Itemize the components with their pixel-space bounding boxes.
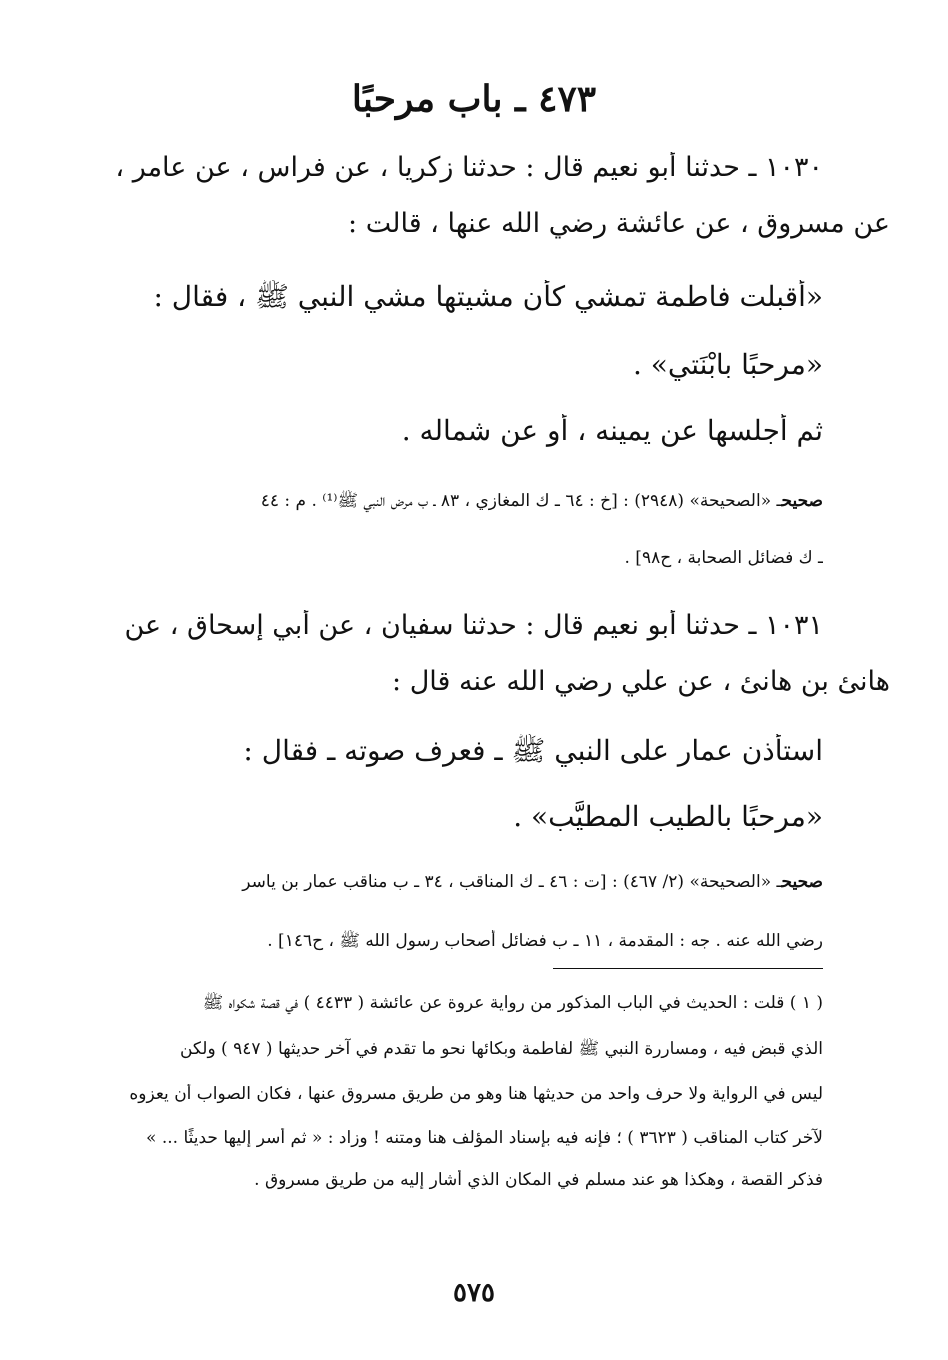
footnote-line-4: لآخر كتاب المناقب ( ٣٦٢٣ ) ؛ فإنه فيه بإسناد المؤلف هنا ومتنه ! وزاد : « ثم أسر إليها حديثًا ... » [146,1128,823,1148]
chapter-title: ٤٧٣ ـ باب مرحبًا [351,78,597,120]
page-number: ٥٧٥ [453,1278,495,1308]
hadith-1030-line-1: ١٠٣٠ ـ حدثنا أبو نعيم قال : حدثنا زكريا ، عن فراس ، عن عامر ، [115,152,823,183]
hadith-1031-line-3: استأذن عمار على النبي ﷺ ـ فعرف صوته ـ فقال : [243,734,823,767]
hadith-1031-takhrij-line-1 [40,872,823,892]
hadith-1030-line-3: «أقبلت فاطمة تمشي كأن مشيتها مشي النبي ﷺ ، فقال : [153,280,823,313]
takhrij-text: ـ «الصحيحة» (٢/ ٤٦٧) : [ت : ٤٦ ـ ك المناقب ، ٣٤ ـ ب مناقب عمار بن ياسر [242,872,782,892]
footnote-line-3: ليس في الرواية ولا حرف واحد من حديثها هنا وهو من طريق مسروق عنها ، فكان الصواب أن يعزوه [129,1084,823,1104]
footnote-divider [553,968,823,969]
hadith-1031-takhrij-line-2: رضي الله عنه . جه : المقدمة ، ١١ ـ ب فضائل أصحاب رسول الله ﷺ ، ح١٤٦] . [267,931,823,951]
takhrij-text: ـ «الصحيحة» (٢٩٤٨) : [خ : ٦٤ ـ ك المغازي ، ٨٣ ـ ب مرض النبي ﷺ⁽¹⁾ . م : ٤٤ [260,491,782,511]
footnote-line-1: ( ١ ) قلت : الحديث في الباب المذكور من رواية عروة عن عائشة ( ٤٤٣٣ ) في قصة شكواه ﷺ [202,993,823,1013]
footnote-line-5: فذكر القصة ، وهكذا هو عند مسلم في المكان الذي أشار إليه من طريق مسروق . [254,1170,823,1190]
hadith-1030-takhrij-line-1 [40,490,823,515]
hadith-1030-line-2: عن مسروق ، عن عائشة رضي الله عنها ، قالت : [348,208,890,239]
footnote-line-2: الذي قبض فيه ، ومساررة النبي ﷺ لفاطمة وبكائها نحو ما تقدم في آخر حديثها ( ٩٤٧ ) ولكن [179,1039,823,1059]
hadith-1031-line-2: هانئ بن هانئ ، عن علي رضي الله عنه قال : [392,666,890,697]
hadith-1031-line-4: «مرحبًا بالطيب المطيَّب» . [513,800,823,833]
takhrij-grade: صحيح [781,491,823,511]
hadith-1030-line-4: «مرحبًا بابْنَتي» . [632,348,823,381]
takhrij-grade: صحيح [781,872,823,892]
hadith-1030-takhrij-line-2: ـ ك فضائل الصحابة ، ح٩٨] . [624,548,823,568]
hadith-1031-line-1: ١٠٣١ ـ حدثنا أبو نعيم قال : حدثنا سفيان ، عن أبي إسحاق ، عن [124,610,823,641]
hadith-1030-line-5: ثم أجلسها عن يمينه ، أو عن شماله . [401,414,823,447]
